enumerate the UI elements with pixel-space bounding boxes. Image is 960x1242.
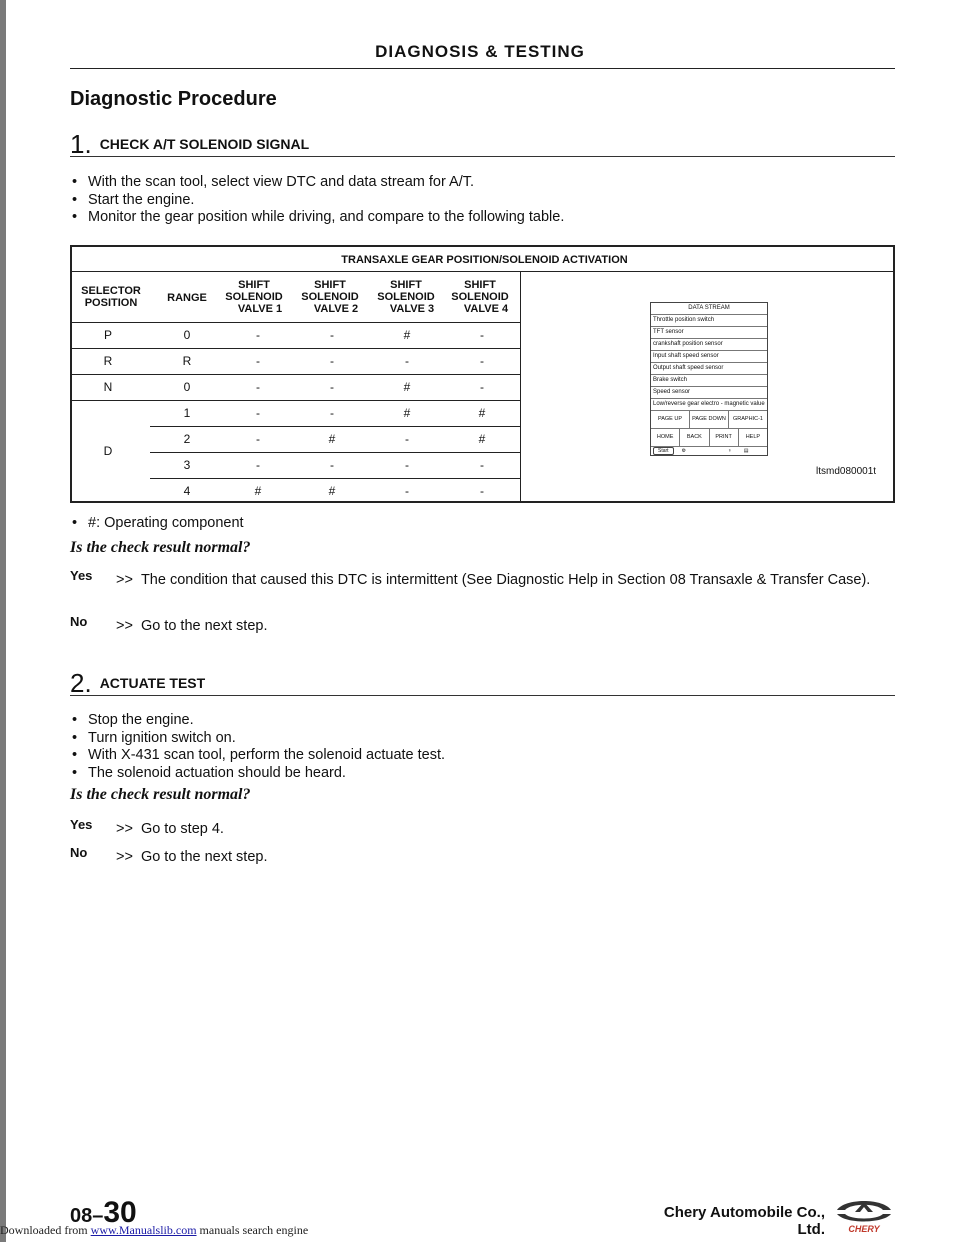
download-watermark: Downloaded from www.Manualslib.com manuals search engine xyxy=(0,1223,309,1237)
start-button: Start xyxy=(653,447,674,455)
table-title-divider xyxy=(72,271,895,272)
header-divider xyxy=(70,68,895,69)
tray-icon: ⚙ xyxy=(681,448,687,454)
graphic-1-button: GRAPHIC-1 xyxy=(733,416,763,422)
page-number: 08–30 xyxy=(70,1196,137,1229)
home-button: HOME xyxy=(651,429,680,446)
data-stream-item: Input shaft speed sensor xyxy=(651,351,767,363)
image-code: ltsmd080001t xyxy=(816,466,877,477)
page-up-button: PAGE UP xyxy=(651,411,690,428)
row-divider xyxy=(150,426,520,427)
no-label: No xyxy=(70,845,88,860)
list-item: • Start the engine. xyxy=(72,191,195,208)
header-range: RANGE xyxy=(167,292,207,304)
back-button: BACK xyxy=(680,429,709,446)
list-item: • Turn ignition switch on. xyxy=(72,729,236,746)
list-item: • With the scan tool, select view DTC and data stream for A/T. xyxy=(72,174,475,190)
data-stream-item: TFT sensor xyxy=(651,327,767,339)
data-stream-item: Brake switch xyxy=(651,375,767,387)
step-1-yes-answer: Yes >> The condition that caused this DTC is intermittent (See Diagnostic Help in Section 08 Transaxle & Transfer Case). xyxy=(70,565,890,591)
row-divider xyxy=(72,348,520,349)
no-label: No xyxy=(70,614,88,629)
selector-cell: D xyxy=(103,444,113,458)
row-divider xyxy=(72,322,520,323)
arrow: >> xyxy=(116,572,133,588)
data-stream-screen xyxy=(650,302,768,456)
step-2-number: 2. xyxy=(70,668,92,698)
row-divider xyxy=(150,478,520,479)
data-stream-buttons-row-2 xyxy=(651,429,767,447)
list-item: • #: Operating component xyxy=(72,515,244,531)
header-shift-solenoid-valve-3: SHIFT SOLENOID VALVE 3 xyxy=(377,279,435,315)
selector-cell: R xyxy=(103,354,113,368)
list-item: • The solenoid actuation should be heard. xyxy=(72,764,346,781)
step-1-bullets xyxy=(72,174,564,227)
arrow: >> xyxy=(116,821,133,837)
header-selector-position: SELECTOR POSITION xyxy=(81,285,141,309)
print-button: PRINT xyxy=(710,429,739,446)
step-2-divider xyxy=(70,695,895,696)
data-stream-item: Low/reverse gear electro - magnetic value xyxy=(651,399,767,411)
step-1-title: CHECK A/T SOLENOID SIGNAL xyxy=(99,136,310,152)
data-stream-buttons-row-1 xyxy=(651,411,767,429)
scan-edge-strip xyxy=(0,0,6,1242)
tray-icon: ♆ xyxy=(728,448,732,454)
step-2-yes-answer: Yes >> Go to step 4. xyxy=(70,814,890,840)
company-name: Chery Automobile Co., Ltd. xyxy=(663,1204,825,1238)
page-down-button: PAGE DOWN xyxy=(690,411,729,428)
step-1-no-answer: No >> Go to the next step. xyxy=(70,611,890,637)
header-shift-solenoid-valve-2: SHIFT SOLENOID VALVE 2 xyxy=(301,279,359,315)
step-1-divider xyxy=(70,156,895,157)
solenoid-activation-table: TRANSAXLE GEAR POSITION/SOLENOID ACTIVATION SELECTOR POSITION RANGE SHIFT SOLENOID VALVE 1 SHIFT SOLENOID VALVE 2 SHIFT SOLENOID VALVE 3 SHIFT SOLENOID VALVE 4 P R N D 0 - - # - R - - - - 0 - - # - 1 - - # # 2 - # - # 3 - - - - 4 # # - - xyxy=(70,245,895,503)
list-item: • With X-431 scan tool, perform the solenoid actuate test. xyxy=(72,747,446,763)
step-2-question: Is the check result normal? xyxy=(70,786,251,803)
step-1-question: Is the check result normal? xyxy=(70,539,251,556)
step-2-title: ACTUATE TEST xyxy=(99,675,206,691)
operating-component-note xyxy=(72,515,244,533)
table-image-separator xyxy=(520,271,521,503)
help-button: HELP xyxy=(745,434,761,440)
yes-label: Yes xyxy=(70,817,93,832)
header-shift-solenoid-valve-4: SHIFT SOLENOID VALVE 4 xyxy=(451,279,509,315)
data-stream-title: DATA STREAM xyxy=(651,303,767,315)
step-2-no-answer: No >> Go to the next step. xyxy=(70,842,890,868)
data-stream-taskbar xyxy=(651,447,767,455)
header-shift-solenoid-valve-1: SHIFT SOLENOID VALVE 1 xyxy=(225,279,283,315)
step-1-number: 1. xyxy=(70,129,92,159)
arrow: >> xyxy=(116,618,133,634)
data-stream-item: Speed sensor xyxy=(651,387,767,399)
chery-logo xyxy=(833,1196,895,1234)
table-title: TRANSAXLE GEAR POSITION/SOLENOID ACTIVATION xyxy=(341,254,628,266)
data-stream-item: Throttle position switch xyxy=(651,315,767,327)
yes-label: Yes xyxy=(70,568,93,583)
selector-cell: P xyxy=(103,328,112,342)
data-stream-item: Output shaft speed sensor xyxy=(651,363,767,375)
manualslib-link[interactable]: www.Manualslib.com xyxy=(90,1223,197,1237)
row-divider xyxy=(150,452,520,453)
data-stream-item: crankshaft position sensor xyxy=(651,339,767,351)
procedure-title: Diagnostic Procedure xyxy=(70,88,277,110)
row-divider xyxy=(72,374,520,375)
page-header-title: DIAGNOSIS & TESTING xyxy=(375,42,585,61)
selector-cell: N xyxy=(103,380,113,394)
arrow: >> xyxy=(116,849,133,865)
tray-icon: ▤ xyxy=(743,448,749,454)
row-divider xyxy=(72,400,520,401)
list-item: • Stop the engine. xyxy=(72,712,194,728)
chery-logo-icon xyxy=(833,1196,895,1234)
step-2-bullets xyxy=(72,712,445,782)
logo-text: CHERY xyxy=(848,1224,880,1234)
list-item: • Monitor the gear position while driving, and compare to the following table. xyxy=(72,209,565,225)
